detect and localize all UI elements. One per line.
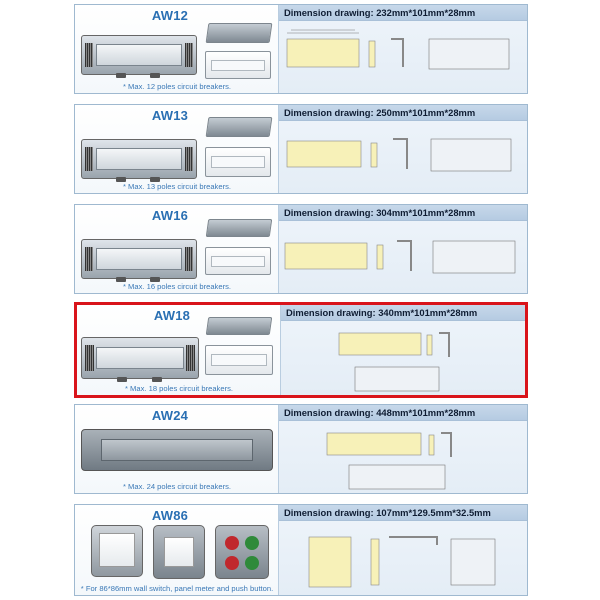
model-title: AW86 [151,508,189,523]
dimension-drawing [279,521,527,595]
model-title: AW16 [151,208,189,223]
enclosure-photo [81,429,273,471]
dimension-panel [279,5,527,93]
dimension-drawing [279,21,527,93]
closed-lid-photo [206,219,273,237]
product-card-aw12[interactable] [74,4,528,94]
product-card-aw86[interactable] [74,504,528,596]
product-photo-panel [75,405,279,493]
dimension-panel [281,305,525,395]
product-photo-panel [75,505,279,595]
model-title: AW18 [153,308,191,323]
dimension-heading: Dimension drawing: 250mm*101mm*28mm [279,105,527,121]
closed-lid-photo [206,23,273,43]
dimension-heading: Dimension drawing: 107mm*129.5mm*32.5mm [279,505,527,521]
open-lid-photo [205,345,273,375]
closed-lid-photo [206,317,273,335]
capacity-note: * Max. 13 poles circuit breakers. [122,182,232,191]
capacity-note: * Max. 12 poles circuit breakers. [122,82,232,91]
enclosure-photo [81,239,197,279]
product-photo-panel [75,105,279,193]
product-card-aw24[interactable] [74,404,528,494]
open-lid-photo [205,147,271,177]
enclosure-photo [81,139,197,179]
enclosure-photo [81,337,199,379]
dimension-panel [279,405,527,493]
dimension-panel [279,105,527,193]
closed-lid-photo [206,117,273,137]
push-button-box-photo [215,525,269,579]
red-button-icon [225,556,239,570]
product-card-aw16[interactable] [74,204,528,294]
model-title: AW24 [151,408,189,423]
dimension-heading: Dimension drawing: 232mm*101mm*28mm [279,5,527,21]
dimension-heading: Dimension drawing: 340mm*101mm*28mm [281,305,525,321]
dimension-panel [279,205,527,293]
red-button-icon [225,536,239,550]
dimension-drawing [279,421,527,493]
capacity-note: * Max. 18 poles circuit breakers. [124,384,234,393]
capacity-note: * Max. 16 poles circuit breakers. [122,282,232,291]
product-card-aw18[interactable] [74,302,528,398]
green-button-icon [245,536,259,550]
product-photo-panel [75,205,279,293]
enclosure-photo [91,525,143,577]
green-button-icon [245,556,259,570]
model-title: AW12 [151,8,189,23]
product-photo-panel [75,5,279,93]
enclosure-photo [81,35,197,75]
capacity-note: * For 86*86mm wall switch, panel meter and push button. [80,584,274,593]
model-title: AW13 [151,108,189,123]
dimension-drawing [279,221,527,293]
dimension-panel [279,505,527,595]
dimension-drawing [281,321,525,395]
dimension-drawing [279,121,527,193]
dimension-heading: Dimension drawing: 304mm*101mm*28mm [279,205,527,221]
switch-box-photo [153,525,205,579]
capacity-note: * Max. 24 poles circuit breakers. [122,482,232,491]
dimension-heading: Dimension drawing: 448mm*101mm*28mm [279,405,527,421]
open-lid-photo [205,247,271,275]
product-card-aw13[interactable] [74,104,528,194]
product-photo-panel [77,305,281,395]
open-lid-photo [205,51,271,79]
